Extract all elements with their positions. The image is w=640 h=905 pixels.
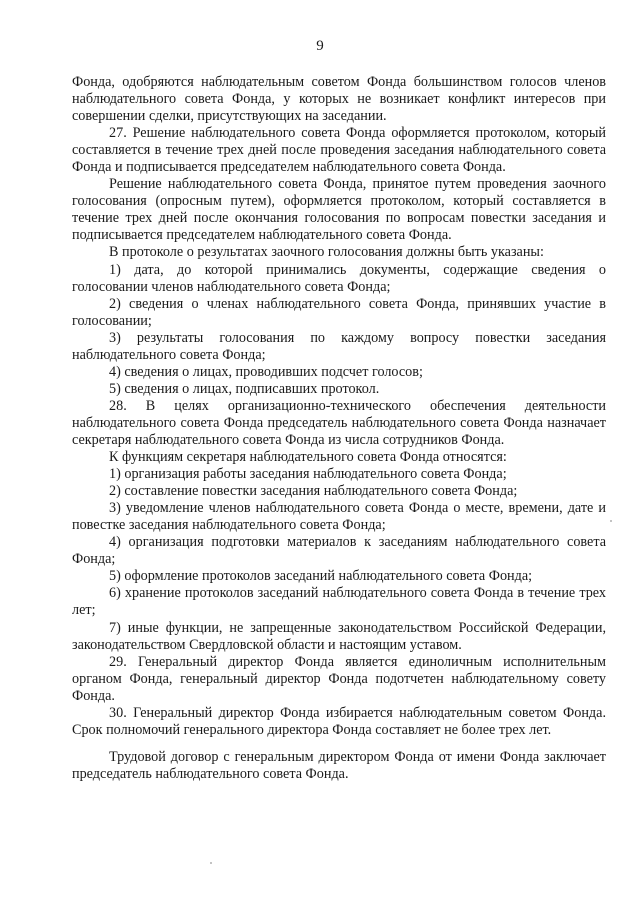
document-body xyxy=(72,74,606,783)
list-item: 4) сведения о лицах, проводивших подсчет голосов; xyxy=(109,363,423,380)
list-item: 7) иные функции, не запрещенные законодательством Российской Федерации, законодательством Свердловской области и настоящим уставом. xyxy=(72,619,606,653)
list-item: 1) организация работы заседания наблюдательного совета Фонда; xyxy=(109,466,507,483)
list-item: 6) хранение протоколов заседаний наблюдательного совета Фонда в течение трех лет; xyxy=(72,585,606,619)
paragraph-protocol-contents: В протоколе о результатах заочного голосования должны быть указаны: xyxy=(109,244,544,261)
list-item: 3) результаты голосования по каждому вопросу повестки заседания наблюдательного совета Фонда; xyxy=(72,329,606,363)
list-item: 5) оформление протоколов заседаний наблюдательного совета Фонда; xyxy=(109,568,533,585)
scan-speck xyxy=(210,862,212,864)
list-item: 4) организация подготовки материалов к заседаниям наблюдательного совета Фонда; xyxy=(72,534,606,568)
list-item: 5) сведения о лицах, подписавших протокол. xyxy=(109,380,380,397)
clause-27: 27. Решение наблюдательного совета Фонда оформляется протоколом, который составляется в течение трех дней после проведения заседания наблюдательного совета Фонда и подписывается председателем наблюдательного совета Фонда. xyxy=(72,125,606,176)
clause-28: 28. В целях организационно-технического обеспечения деятельности наблюдательного совета Фонда председатель наблюдательного совета Фонда назначает секретаря наблюдательного совета Фонда из числа сотрудников Фонда. xyxy=(72,397,606,448)
paragraph-secretary-functions: К функциям секретаря наблюдательного совета Фонда относятся: xyxy=(109,449,507,466)
clause-29: 29. Генеральный директор Фонда является единоличным исполнительным органом Фонда, генеральный директор Фонда подотчетен наблюдательному совету Фонда. xyxy=(72,653,606,704)
list-item: 2) сведения о членах наблюдательного совета Фонда, принявших участие в голосовании; xyxy=(72,295,606,329)
scan-speck xyxy=(610,520,612,522)
list-item: 1) дата, до которой принимались документы, содержащие сведения о голосовании членов наблюдательного совета Фонда; xyxy=(72,261,606,295)
list-item: 2) составление повестки заседания наблюдательного совета Фонда; xyxy=(109,483,518,500)
paragraph-continuation: Фонда, одобряются наблюдательным советом Фонда большинством голосов членов наблюдательного совета Фонда, у которых не возникает конфликт интересов при совершении сделки, присутствующих на заседании. xyxy=(72,74,606,125)
page-number: 9 xyxy=(316,38,324,54)
paragraph-employment-contract: Трудовой договор с генеральным директором Фонда от имени Фонда заключает председатель наблюдательного совета Фонда. xyxy=(72,748,606,782)
paragraph-absentee-vote-protocol: Решение наблюдательного совета Фонда, принятое путем проведения заочного голосования (опросным путем), оформляется протоколом, который составляется в течение трех дней после окончания голосования по вопросам повестки заседания и подписывается председателем наблюдательного совета Фонда. xyxy=(72,176,606,244)
list-item: 3) уведомление членов наблюдательного совета Фонда о месте, времени, дате и повестке заседания наблюдательного совета Фонда; xyxy=(72,500,606,534)
clause-30: 30. Генеральный директор Фонда избирается наблюдательным советом Фонда. Срок полномочий генерального директора Фонда составляет не более трех лет. xyxy=(72,704,606,738)
